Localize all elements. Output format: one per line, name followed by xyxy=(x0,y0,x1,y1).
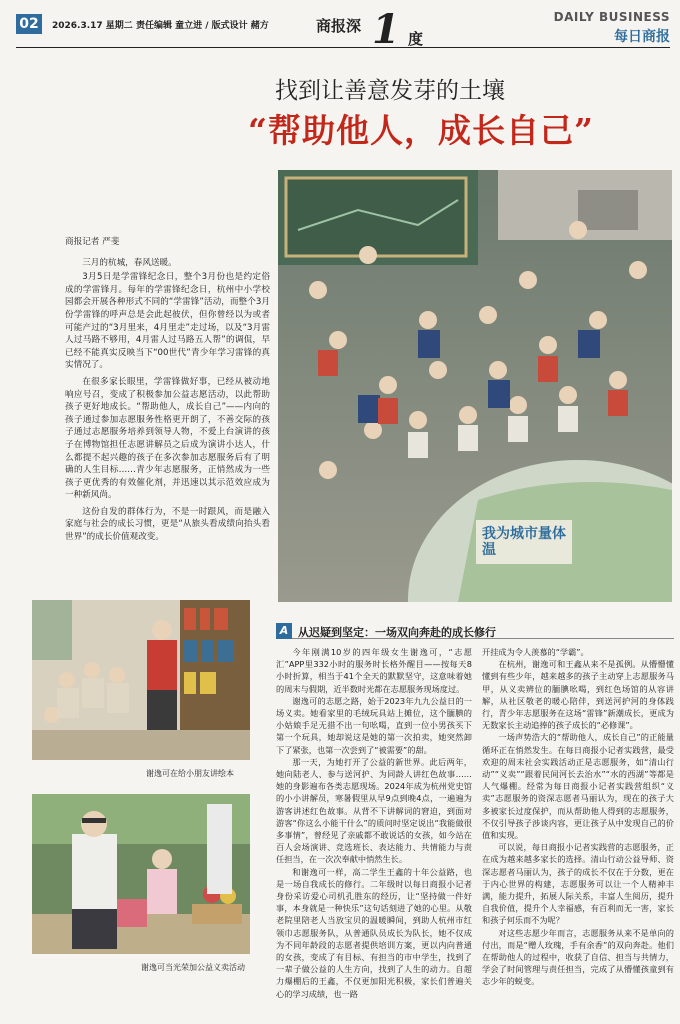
paragraph: 三月的杭城，春风送暖。 xyxy=(82,257,177,268)
paragraph: 谢逸可的志愿之路，始于2023年九九公益日的一场义卖。她看家里的毛绒玩具站上摊位，这个腼腆的小姑娘手足无措不出一句吆喝，直到一位小男孩买下第一个玩具，她却说这是她的第一次拍卖，她突然卸下了紧张，也第一次尝到了“被需要”的甜。 xyxy=(276,695,472,755)
main-photo xyxy=(278,170,672,602)
right-text-column xyxy=(482,646,674,988)
author-byline: 商报记者 严斐 xyxy=(65,237,120,247)
page-header xyxy=(16,6,670,53)
paragraph: 在杭州，谢逸可和王鑫从来不是孤例。从懵懵懂懂到有些少年，越来越多的孩子主动穿上志愿服务马甲，从义卖辨位的腼腆吆喝，到红色场馆的从容讲解，从社区敬老的暖心陪伴，到送河护河的身体践行，青少年志愿服务在这场“雷锋”新潮成长，更成为无数家长主动追捧的孩子成长的“必修课”。 xyxy=(482,659,674,731)
photo-banner-text: 我为城市量体温 xyxy=(482,526,566,558)
brand-chinese: 每日商报 xyxy=(614,29,670,45)
paragraph: 这份自发的群体行为，不是一时跟风，而是融入家庭与社会的成长习惯，更是“从旅头看成绩向抬头看世界”的成长价值观改变。 xyxy=(65,506,270,543)
paragraph: 可以说，每日商报小记者实践营的志愿服务，正在成为越来越多家长的选择。清山行动公益导师、资深志愿者马丽认为，孩子的成长不仅在于分数，更在于内心世界的构建，志愿服务可以让一个人精神丰满，能力提升，拓展人际关系，丰富人生阅历，提升自我价值，提升个人幸福感，有百利而无一害，家长和孩子何乐而不为呢？ xyxy=(482,842,674,926)
page-number: 02 xyxy=(16,14,42,34)
main-photo-illustration xyxy=(278,170,672,602)
paragraph: 那一天，为她打开了公益的新世界。此后两年，她向陆老人、参与送河护、为同龄人讲红色故事……她的身影遍布各类志愿现场。2024年成为杭州党史馆的小小讲解员，寒暑假里从早9点到晚4点，一遍遍为游客讲述红色故事。从背不下讲解词的窘迫，到面对游客“你这么小能干什么”的质问时坚定说出“我能做很多事情”，曾经见了亲戚都不敢说话的女孩，如今站在百人会场演讲、竞选班长、表达能力、共情能力与责任担当，在一次次奉献中悄然生长。 xyxy=(276,756,472,865)
article-subtitle: 找到让善意发芽的土壤 xyxy=(275,78,505,104)
issue-meta: 2026.3.17 星期二 责任编辑 童立进 / 版式设计 赭方 xyxy=(52,21,269,31)
brand-english: DAILY BUSINESS xyxy=(553,10,670,24)
paragraph: 今年刚满10岁的四年级女生谢逸可，“志愿汇”APP里332小时的服务时长格外醒目——按每天8小时折算，相当于41个全天的默默坚守，这意味着她的周末与假期，近半数时光都在志愿服务现场度过。 xyxy=(276,647,472,694)
photo-charity-sale-illustration xyxy=(32,794,250,954)
photo-storytelling-caption: 谢逸可在给小朋友讲绘本 xyxy=(146,769,234,778)
left-text-column xyxy=(65,236,270,544)
column-name-numeral: 1 xyxy=(372,6,400,53)
paragraph: 在很多家长眼里，学雷锋做好事，已经从被动地响应号召，变成了积极参加公益志愿活动，以此帮助孩子更好地成长。“帮助他人，成长自己”——内向的孩子通过参加志愿服务性格更开朗了，不善交际的孩子通过志愿服务培养到领导人物，不爱上台演讲的孩子在博物馆担任志愿讲解员之后成为演讲小达人，什么都提不起兴趣的孩子在多次参加志愿服务后有了明确的人生目标……青少年志愿服务，正悄然成为一些孩子更优秀的有效催化剂，并迅速以其示范效应成为一种新风尚。 xyxy=(65,376,270,501)
paragraph: 3月5日是学雷锋纪念日，整个3月份也是约定俗成的学雷锋月。每年的学雷锋纪念日，杭州中小学校园都会开展各种形式不同的“学雷锋”活动，而整个3月份学雷锋的呼声总是会此起彼伏，但你曾经以为或者可能产过的“3月里来，4月里走”走过场，以及“3月雷人过马路不够用，4月雷人过马路五人帮”的调侃，早已经不能真实反映当下“00世代”青少年学习雷锋的真实情况了。 xyxy=(65,272,270,371)
paragraph: 和谢逸可一样，高二学生王鑫的十年公益路，也是一场自我成长的修行。二年级时以每日商报小记者身份采访爱心司机孔胜东的经历，让“坚持做一件好事，本身就是一种快乐”这句话刻进了她的心里。从敬老院里陪老人当放宝贝的温暖瞬间，到助人杭州市红领巾志愿服务队，从普通队员成长为队长，她不仅成为不同年龄段的志愿者提供培训方案，更以内向普通的女孩，变成了有目标、有担当的市中学生，找到了一辈子做公益的人生方向，找到了人生的动力。自超力爆棚后的王鑫，不仅更加阳光积极，家长们普遍关心的学习成绩，也一路 xyxy=(276,866,472,999)
paragraph: 一场声势浩大的“帮助他人，成长自己”的正能量循环正在悄然发生。在每日商报小记者实践营，最受欢迎的周末社会实践活动正是志愿服务，如“清山行动”“义卖”“跟着民间河长去治水”“水的西湖”等都是人气爆棚。经常为每日商报小记者实践营组织“义卖”志愿服务的资深志愿者马丽认为，现在的孩子大多被家长过度保护，而从帮助他人得到的志愿服务，不仅引导孩子涉谈内容，更让孩子从中发现自己的价值和实现。 xyxy=(482,732,674,841)
article-title: “帮助他人，成长自己” xyxy=(248,111,594,150)
column-name-part-a: 商报深 xyxy=(316,17,362,35)
column-name-part-b: 度 xyxy=(408,30,424,48)
section-title: 从迟疑到坚定：一场双向奔赴的成长修行 xyxy=(298,626,496,639)
photo-storytelling-illustration xyxy=(32,600,250,760)
photo-charity-sale xyxy=(32,794,250,954)
photo-charity-sale-caption: 谢逸可当光荣加公益义卖活动 xyxy=(141,963,245,972)
section-heading xyxy=(276,623,674,639)
paragraph: 开挂成为令人羡慕的“学霸”。 xyxy=(482,647,589,657)
section-marker: A xyxy=(276,623,292,639)
photo-storytelling xyxy=(32,600,250,760)
middle-text-column xyxy=(276,646,472,1000)
paragraph: 对这些志愿少年而言，志愿服务从来不是单向的付出，而是“赠人玫瑰，手有余香”的双向奔赴。他们在帮助他人的过程中，收获了自信、担当与共情力，学会了时间管理与责任担当，完成了从懵懂孩童到有志少年的蜕变。 xyxy=(482,927,674,987)
